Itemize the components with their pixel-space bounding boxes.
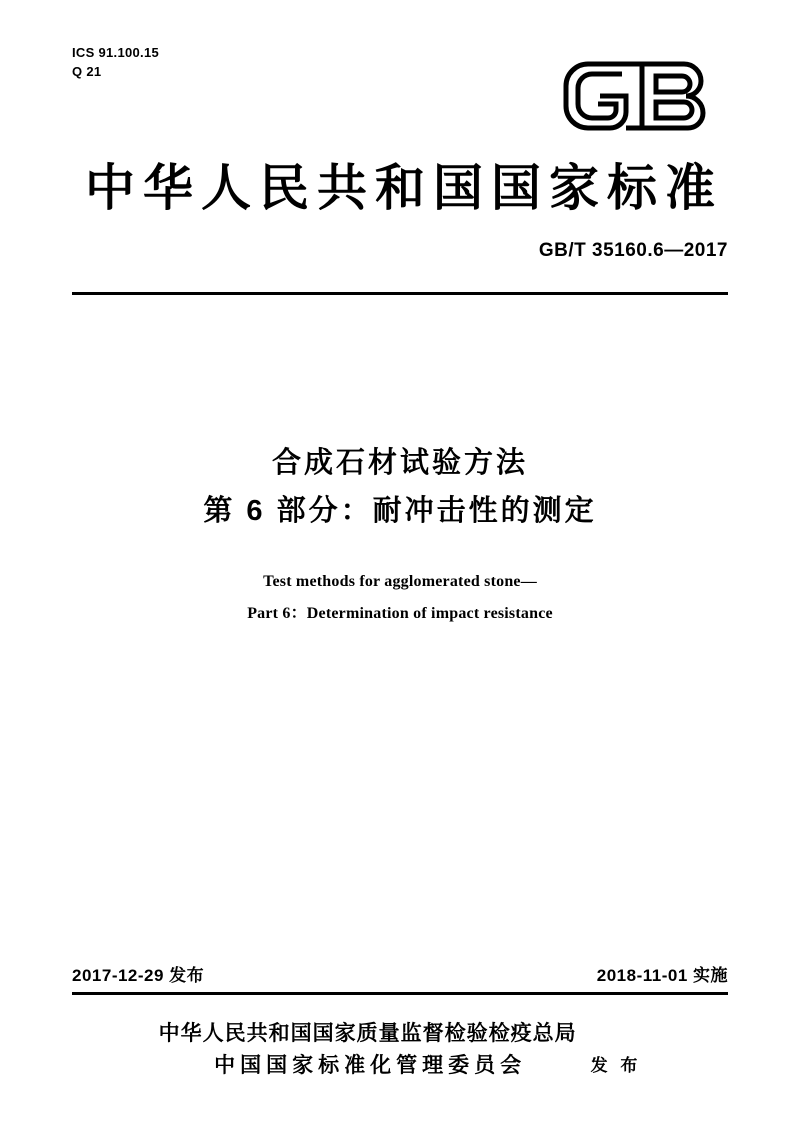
- standard-number: GB/T 35160.6—2017: [538, 240, 728, 261]
- issuing-authorities: [0, 1018, 800, 1081]
- gb-national-standard-logo-icon: [558, 48, 728, 143]
- chinese-title-line-2: 第 6 部分：耐冲击性的测定: [203, 494, 597, 527]
- classification-code: Q 21: [72, 63, 102, 79]
- ics-classification-block: [72, 44, 159, 82]
- issuer-line-2: 中国国家标准化管理委员会: [214, 1053, 527, 1077]
- footer-divider: [72, 992, 728, 995]
- chinese-title: [0, 440, 800, 536]
- issuer-line-1: 中华人民共和国国家质量监督检验检疫总局: [158, 1022, 577, 1045]
- english-title: [0, 566, 800, 630]
- issue-label: 发 布: [590, 1056, 642, 1075]
- english-title-line-1: Test methods for agglomerated stone—: [263, 573, 537, 590]
- implementation-date: 2018-11-01 实施: [596, 966, 728, 985]
- ics-code: ICS 91.100.15: [72, 45, 160, 60]
- header-divider: [72, 292, 728, 295]
- page-title: 中华人民共和国国家标准: [85, 160, 723, 216]
- english-title-line-2: Part 6：Determination of impact resistance: [247, 605, 553, 622]
- issue-date: 2017-12-29 发布: [72, 966, 205, 985]
- issuer-names: [159, 1018, 577, 1081]
- chinese-title-line-1: 合成石材试验方法: [271, 447, 528, 479]
